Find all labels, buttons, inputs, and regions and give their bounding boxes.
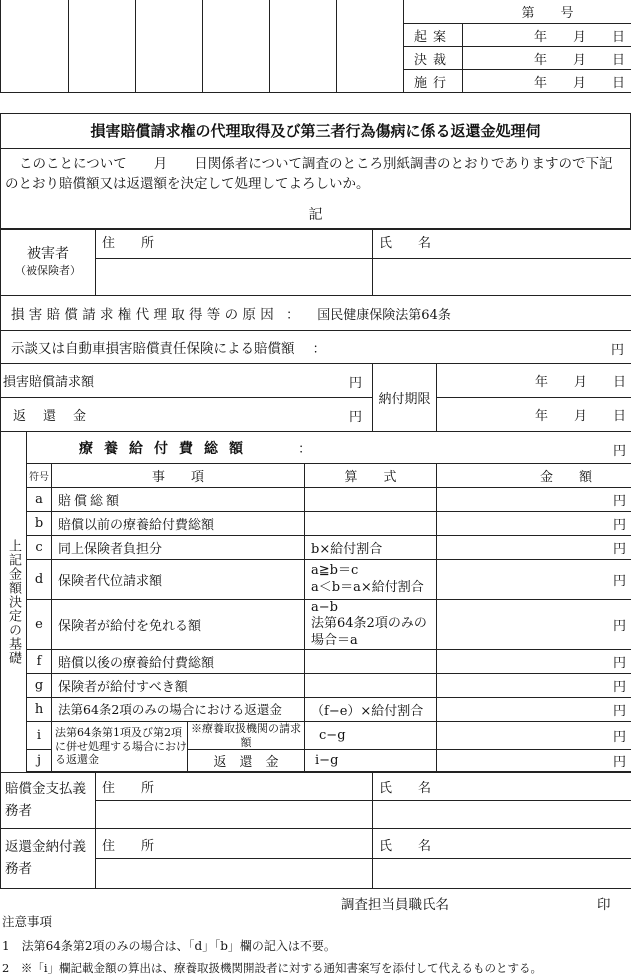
cause-colon: ： xyxy=(286,308,300,323)
row-amount[interactable]: 円 xyxy=(437,721,631,750)
row-formula[interactable] xyxy=(305,488,437,512)
row-formula[interactable] xyxy=(305,512,437,536)
row-formula-cell[interactable] xyxy=(305,600,437,650)
title-box xyxy=(0,113,631,230)
note-item-1: 1 法第64条第2項のみの場合は、「d」「b」欄の記入は不要。 xyxy=(2,939,336,953)
claim-row[interactable] xyxy=(1,364,373,398)
row-code: g xyxy=(27,673,52,697)
investigator-label: 調査担当員職氏名 xyxy=(341,897,449,913)
enforcement-label: 施行 xyxy=(404,70,463,93)
refund-payer-name-field[interactable] xyxy=(373,829,631,859)
stamp-box[interactable] xyxy=(136,0,203,93)
basis-total-unit: 円 xyxy=(613,444,627,459)
stamp-box[interactable] xyxy=(337,0,404,93)
header-item: 事 項 xyxy=(52,464,305,488)
payer-address-label: 住 所 xyxy=(102,781,155,797)
refund-payer-label: 返還金納付義務者 xyxy=(1,829,96,889)
row-code: i xyxy=(27,721,52,750)
i-sub-label: ※療養取扱機関の請求額 xyxy=(188,721,305,750)
row-formula-2: a＜b＝a×給付割合 xyxy=(311,579,424,595)
victim-label: 被害者 xyxy=(27,246,69,263)
payer-label: 賠償金支払義務者 xyxy=(1,773,96,829)
row-amount[interactable]: 円 xyxy=(437,512,631,536)
approval-block xyxy=(0,0,631,93)
payer-address-field[interactable] xyxy=(96,773,373,801)
refund-payer-name-label: 氏 名 xyxy=(379,839,432,855)
row-amount[interactable]: 円 xyxy=(437,488,631,512)
row-amount[interactable]: 円 xyxy=(437,673,631,697)
payer-name-value[interactable] xyxy=(373,801,631,829)
victim-address-field[interactable] xyxy=(96,229,373,259)
row-formula-cell[interactable] xyxy=(305,560,437,600)
basis-side-label: 上記金額決定の基礎 xyxy=(6,539,21,666)
intro-text: このことについて 月 日関係者について調査のところ別紙調書のとおりでありますので下記のとおり賠償額又は返還額を決定して処理してよろしいか。 xyxy=(5,156,613,192)
row-code: b xyxy=(27,512,52,536)
row-item: 法第64条2項のみの場合における返還金 xyxy=(52,697,305,721)
row-item: 保険者が給付すべき額 xyxy=(52,673,305,697)
row-formula[interactable]: （f−e）×給付割合 xyxy=(305,697,437,721)
row-code: d xyxy=(27,560,52,600)
basis-side-cell xyxy=(1,432,27,773)
victim-name-field[interactable] xyxy=(373,229,631,259)
cause-row xyxy=(1,296,631,331)
row-code: h xyxy=(27,697,52,721)
victim-address-value[interactable] xyxy=(96,259,373,296)
j-formula[interactable]: i−g xyxy=(305,750,437,772)
row-formula[interactable]: b×給付割合 xyxy=(305,536,437,560)
cause-value[interactable]: 国民健康保険法第64条 xyxy=(317,308,451,323)
row-item: 保険者が給付を免れる額 xyxy=(52,600,305,650)
row-item: 賠償総額 xyxy=(52,488,305,512)
draft-date[interactable]: 年 月 日 xyxy=(463,24,631,47)
row-amount[interactable]: 円 xyxy=(437,649,631,673)
basis-total-row[interactable] xyxy=(27,432,631,464)
stamp-box[interactable] xyxy=(203,0,270,93)
row-formula-2: 法第64条2項のみの場合＝a xyxy=(311,616,427,648)
refund-payer-address-value[interactable] xyxy=(96,859,373,889)
row-code: j xyxy=(27,750,52,772)
refund-payer-address-label: 住 所 xyxy=(102,839,155,855)
deadline-date-2[interactable]: 年 月 日 xyxy=(437,398,631,432)
victim-name-value[interactable] xyxy=(373,259,631,296)
victim-sublabel: （被保険者） xyxy=(15,263,81,277)
victim-name-label: 氏 名 xyxy=(379,236,432,251)
deadline-date-1[interactable]: 年 月 日 xyxy=(437,364,631,398)
row-code: a xyxy=(27,488,52,512)
settlement-label: 示談又は自動車損害賠償責任保険による賠償額 xyxy=(11,341,295,357)
i-formula[interactable]: c−g xyxy=(305,721,437,750)
payer-name-label: 氏 名 xyxy=(379,781,432,797)
form-title: 損害賠償請求権の代理取得及び第三者行為傷病に係る返還金処理伺 xyxy=(90,122,541,140)
stamp-box[interactable] xyxy=(1,0,69,93)
cause-label: 損害賠償請求権代理取得等の原因 xyxy=(11,307,278,323)
refund-label: 返 還 金 xyxy=(13,409,89,424)
main-form-table xyxy=(0,228,631,889)
document-number[interactable]: 第 号 xyxy=(404,0,631,24)
row-formula[interactable] xyxy=(305,649,437,673)
payer-name-field[interactable] xyxy=(373,773,631,801)
payer-address-value[interactable] xyxy=(96,801,373,829)
row-item: 賠償以後の療養給付費総額 xyxy=(52,649,305,673)
row-code: c xyxy=(27,536,52,560)
row-amount[interactable]: 円 xyxy=(437,697,631,721)
decision-label: 決裁 xyxy=(404,47,463,70)
deadline-label: 納付期限 xyxy=(373,364,437,432)
refund-payer-address-field[interactable] xyxy=(96,829,373,859)
row-item: 保険者代位請求額 xyxy=(52,560,305,600)
refund-unit: 円 xyxy=(349,410,363,425)
row-amount[interactable]: 円 xyxy=(437,750,631,772)
title-divider xyxy=(1,148,630,149)
notes-heading: 注意事項 xyxy=(2,914,53,929)
row-code: f xyxy=(27,649,52,673)
basis-total-colon: ： xyxy=(298,441,312,457)
settlement-unit[interactable]: 円 xyxy=(611,343,625,358)
refund-payer-name-value[interactable] xyxy=(373,859,631,889)
header-code: 符号 xyxy=(27,464,52,488)
note-item-2: 2 ※「i」欄記載金額の算出は、療養取扱機関開設者に対する通知書案写を添付して代えるものとする。 xyxy=(2,961,542,975)
claim-label: 損害賠償請求額 xyxy=(3,375,95,390)
victim-address-label: 住 所 xyxy=(102,236,155,251)
row-formula[interactable] xyxy=(305,673,437,697)
decision-date[interactable]: 年 月 日 xyxy=(463,47,631,70)
header-formula: 算 式 xyxy=(305,464,437,488)
enforcement-date[interactable]: 年 月 日 xyxy=(463,70,631,93)
stamp-box[interactable] xyxy=(270,0,337,93)
row-amount[interactable]: 円 xyxy=(437,560,631,600)
row-item: 賠償以前の療養給付費総額 xyxy=(52,512,305,536)
row-amount[interactable]: 円 xyxy=(437,536,631,560)
draft-label: 起案 xyxy=(404,24,463,47)
ki-label: 記 xyxy=(308,207,323,223)
basis-total-label: 療養給付費総額 xyxy=(79,440,254,457)
seal-mark[interactable]: 印 xyxy=(597,897,611,913)
row-item: 同上保険者負担分 xyxy=(52,536,305,560)
refund-row[interactable] xyxy=(1,398,373,432)
stamp-box[interactable] xyxy=(69,0,136,93)
settlement-colon: ： xyxy=(312,342,326,357)
victim-label-cell xyxy=(1,229,96,296)
j-sub-label: 返 還 金 xyxy=(188,750,305,772)
row-code: e xyxy=(27,600,52,650)
ij-left-label: 法第64条第1項及び第2項に併せ処理する場合における返還金 xyxy=(52,721,188,772)
claim-unit: 円 xyxy=(349,376,363,391)
settlement-row xyxy=(1,331,631,364)
row-amount[interactable]: 円 xyxy=(437,600,631,650)
row-formula: a≧b＝c xyxy=(311,563,359,579)
row-formula: a−b xyxy=(311,600,338,615)
header-amount: 金 額 xyxy=(437,464,631,488)
